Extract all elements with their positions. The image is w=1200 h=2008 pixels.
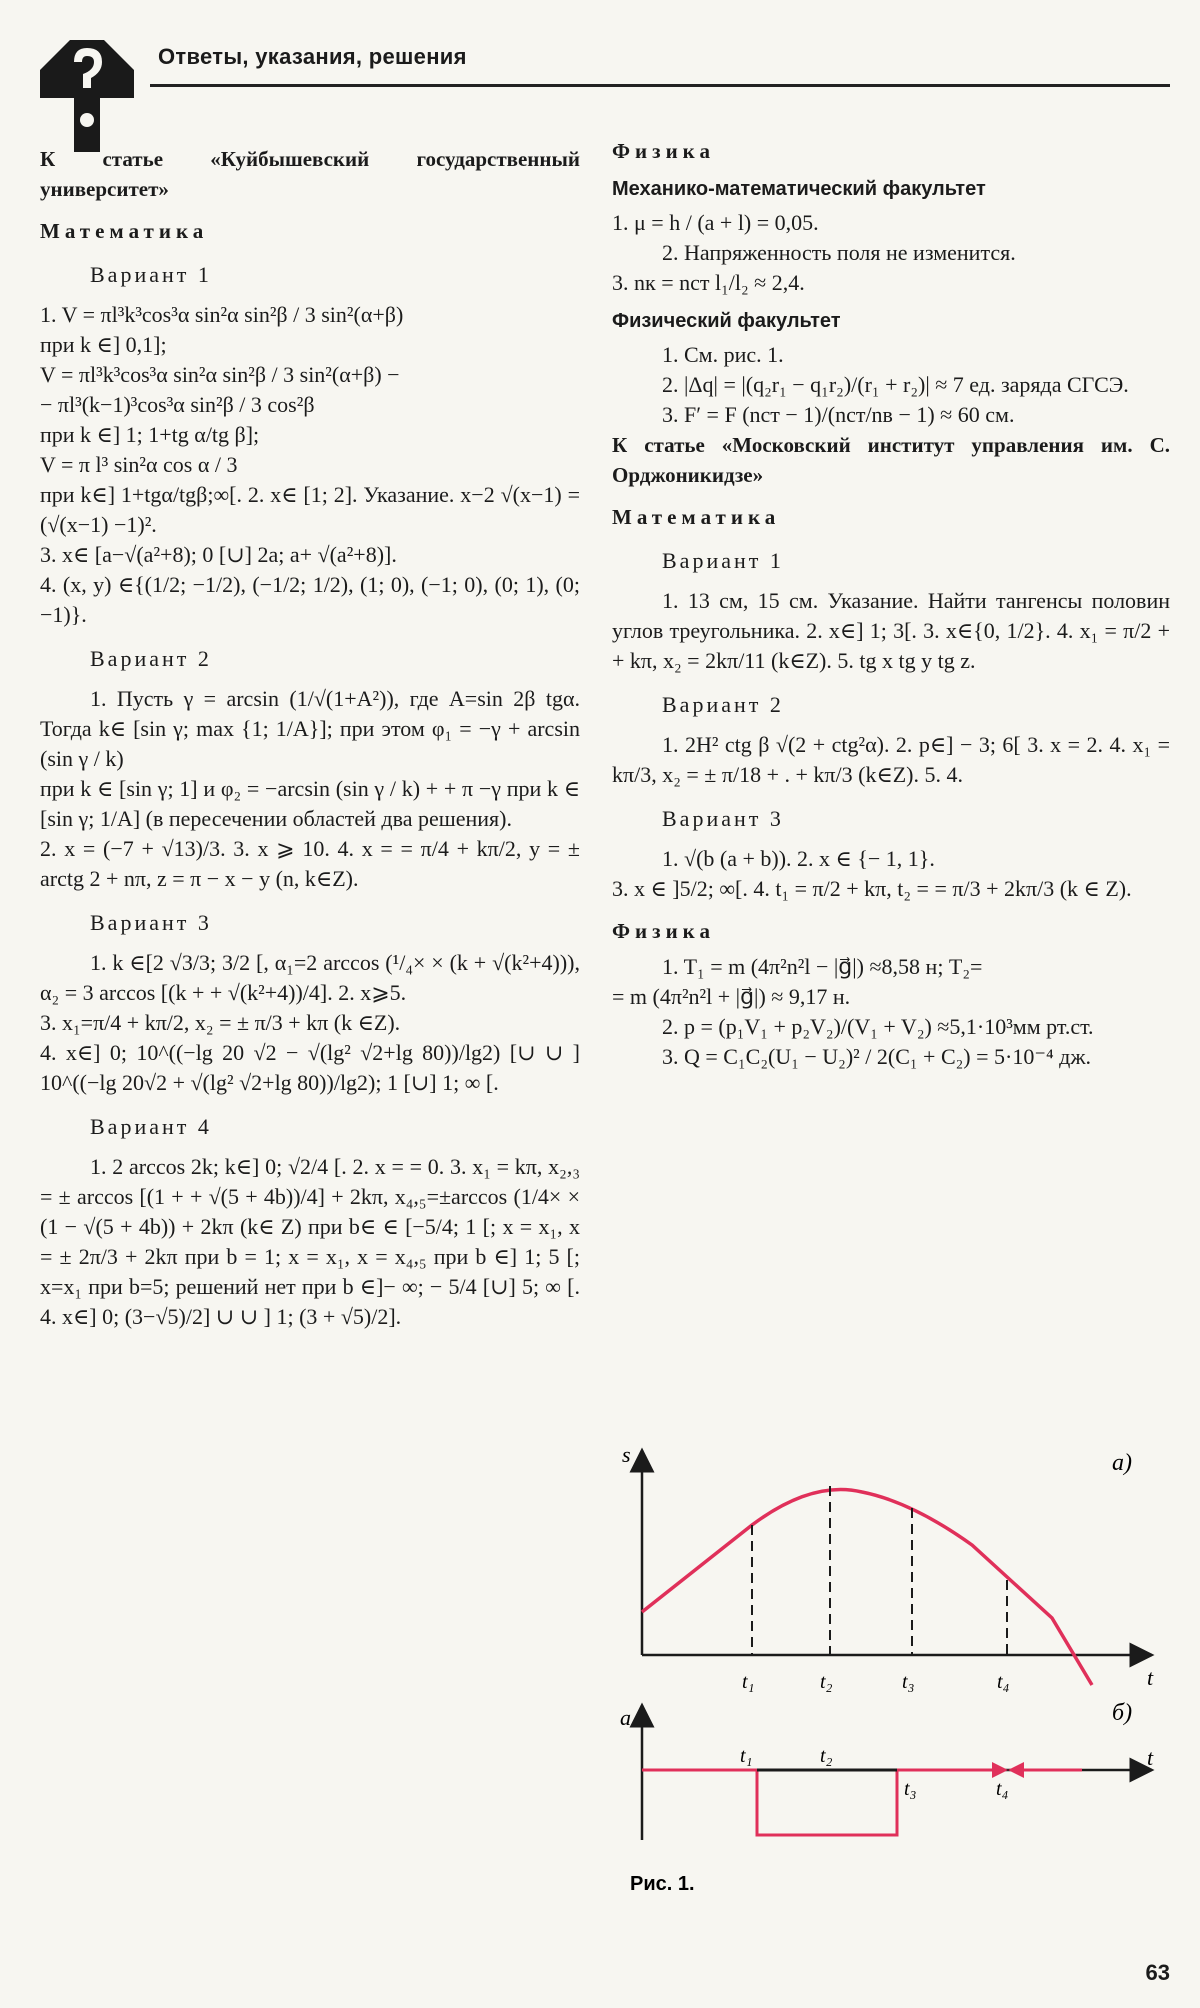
answer-line: 3. x₁=π/4 + kπ/2, x₂ = ± π/3 + kπ (k ∈Z). (40, 1010, 401, 1035)
right-column (612, 124, 1170, 1072)
section-heading: Математика (612, 505, 781, 529)
variant-title: Вариант 4 (90, 1114, 212, 1139)
page-number: 63 (1145, 1960, 1170, 1985)
tick-b-t3: t₃ (904, 1778, 917, 1800)
tick-b-t1: t₁ (740, 1745, 753, 1767)
answer-line: 1. T₁ = m (4π²n²l − |g⃗|) ≈8,58 н; T₂= (662, 954, 983, 979)
answer-line: 1. V = πl³k³cos³α sin²α sin²β / 3 sin²(α+β) (40, 302, 404, 327)
variant-title: Вариант 3 (662, 806, 784, 831)
tick-b-t2: t₂ (820, 1745, 833, 1767)
section-heading: Математика (40, 219, 209, 243)
tick-t1: t₁ (742, 1671, 755, 1693)
answer-line: при k ∈ [sin γ; 1] и φ₂ = −arcsin (sin γ / k) + + π −γ при k ∈ [sin γ; 1/A] (в пересечении областей два решения). (40, 776, 580, 831)
variant-title: Вариант 3 (90, 910, 212, 935)
answer-line: 1. √(b (a + b)). 2. x ∈ {− 1, 1}. (662, 846, 935, 871)
section-heading: Физика (612, 919, 715, 943)
faculty-title: Физический факультет (612, 310, 841, 332)
answer-line: при k ∈] 1; 1+tg α/tg β]; (40, 422, 260, 447)
answer-line: 3. x ∈ ]5/2; ∞[. 4. t₁ = π/2 + kπ, t₂ = = π/3 + 2kπ/3 (k ∈ Z). (612, 876, 1132, 901)
article-title: К статье «Московский институт управления им. С. Орджоникидзе» (612, 433, 1170, 487)
tick-b-t4: t₄ (996, 1778, 1009, 1800)
answer-line: 3. F′ = F (nст − 1)/(nст/nв − 1) ≈ 60 см. (662, 402, 1015, 427)
answer-line: 3. Q = C₁C₂(U₁ − U₂)² / 2(C₁ + C₂) = 5·10⁻⁴ дж. (662, 1044, 1092, 1069)
answer-line: 2. p = (p₁V₁ + p₂V₂)/(V₁ + V₂) ≈5,1·10³мм рт.ст. (662, 1014, 1094, 1039)
answer-line: 4. (x, y) ∈{(1/2; −1/2), (−1/2; 1/2), (1; 0), (−1; 0), (0; 1), (0; −1)}. (40, 572, 580, 627)
tick-t4: t₄ (997, 1671, 1010, 1693)
answer-line: 2. Напряженность поля не изменится. (662, 240, 1016, 265)
left-column (40, 144, 580, 1332)
answer-line: V = πl³k³cos³α sin²α sin²β / 3 sin²(α+β) − (40, 362, 400, 387)
figure-caption: Рис. 1. (630, 1873, 695, 1895)
answer-line: V = π l³ sin²α cos α / 3 (40, 452, 238, 477)
answer-line: 1. 2 arccos 2k; k∈] 0; √2/4 [. 2. x = = 0. 3. x₁ = kπ, x₂,₃ = ± arccos [(1 + + √(5 + 4b))/4] + 2kπ, x₄,₅=±arccos (1/4× × (1 − √(5 + 4b)) + 2kπ (k∈ Z) при b∈ ∈ [−5/4; 1 [; x = x₁, x = ± 2π/3 + 2kπ при b = 1; x = x₁, x = x₄,₅ при b ∈] 1; 5 [; x=x₁ при b=5; решений нет при b ∈]− ∞; − 5/4 [∪] 5; ∞ [. 4. x∈] 0; (3−√5)/2] ∪ ∪ ] 1; (3 + √5)/2]. (40, 1154, 580, 1329)
answer-line: 4. x∈] 0; 10^((−lg 20 √2 − √(lg² √2+lg 80))/lg2) [∪ ∪ ] 10^((−lg 20√2 + √(lg² √2+lg 80))/lg2); 1 [∪] 1; ∞ [. (40, 1040, 580, 1095)
figure-1 (612, 1440, 1172, 1900)
a-axis-label: a (620, 1705, 631, 1730)
header-title: Ответы, указания, решения (158, 44, 467, 69)
answer-line: 2. x = (−7 + √13)/3. 3. x ⩾ 10. 4. x = = π/4 + kπ/2, y = ± arctg 2 + nπ, z = π − x − y (n, k∈Z). (40, 836, 580, 891)
tick-t3: t₃ (902, 1671, 915, 1693)
faculty-title: Механико-математический факультет (612, 178, 986, 200)
answer-line: при k∈] 1+tgα/tgβ;∞[. 2. x∈ [1; 2]. Указание. x−2 √(x−1) = (√(x−1) −1)². (40, 482, 580, 537)
variant-title: Вариант 2 (90, 646, 212, 671)
arrow-left-icon (1008, 1762, 1024, 1778)
answer-line: 1. Пусть γ = arcsin (1/√(1+A²)), где A=sin 2β tgα. Тогда k∈ [sin γ; max {1; 1/A}]; при этом φ₁ = −γ + arcsin (sin γ / k) (40, 686, 580, 771)
label-a: а) (1112, 1450, 1132, 1476)
answer-line: 3. x∈ [a−√(a²+8); 0 [∪] 2a; a+ √(a²+8)]. (40, 542, 397, 567)
a-graph (642, 1770, 1002, 1835)
answer-line: − πl³(k−1)³cos³α sin²β / 3 cos²β (40, 392, 315, 417)
tick-t2: t₂ (820, 1671, 833, 1693)
answer-line: при k ∈] 0,1]; (40, 332, 167, 357)
header-rule (150, 84, 1170, 87)
answer-line: 1. См. рис. 1. (662, 342, 784, 367)
variant-title: Вариант 2 (662, 692, 784, 717)
answer-line: 3. nк = nст l₁/l₂ ≈ 2,4. (612, 270, 805, 295)
article-title: К статье «Куйбышевский государственный университет» (40, 147, 580, 201)
variant-title: Вариант 1 (662, 548, 784, 573)
answer-line: 1. k ∈[2 √3/3; 3/2 [, α₁=2 arccos (¹/₄× × (k + √(k²+4))), α₂ = 3 arccos [(k + + √(k²+4))/4]. 2. x⩾5. (40, 950, 580, 1005)
variant-title: Вариант 1 (90, 262, 212, 287)
answer-line: = m (4π²n²l + |g⃗|) ≈ 9,17 н. (612, 984, 851, 1009)
section-heading: Физика (612, 139, 715, 163)
answer-line: 1. 2H² ctg β √(2 + ctg²α). 2. p∈] − 3; 6[ 3. x = 2. 4. x₁ = kπ/3, x₂ = ± π/18 + . + kπ/3 (k∈Z). 5. 4. (612, 732, 1170, 787)
t-axis-label-b: t (1147, 1745, 1154, 1770)
label-b: б) (1112, 1700, 1133, 1726)
answer-line: 1. μ = h / (a + l) = 0,05. (612, 210, 819, 235)
question-logo-icon (40, 40, 134, 152)
answer-line: 2. |Δq| = |(q₂r₁ − q₁r₂)/(r₁ + r₂)| ≈ 7 ед. заряда СГСЭ. (662, 372, 1129, 397)
arrow-right-icon (992, 1762, 1008, 1778)
t-axis-label: t (1147, 1665, 1154, 1690)
s-axis-label: s (622, 1442, 631, 1467)
answer-line: 1. 13 см, 15 см. Указание. Найти тангенсы половин углов треугольника. 2. x∈] 1; 3[. 3. x∈{0, 1/2}. 4. x₁ = π/2 + + kπ, x₂ = 2kπ/11 (k∈Z). 5. tg x tg y tg z. (612, 588, 1170, 673)
